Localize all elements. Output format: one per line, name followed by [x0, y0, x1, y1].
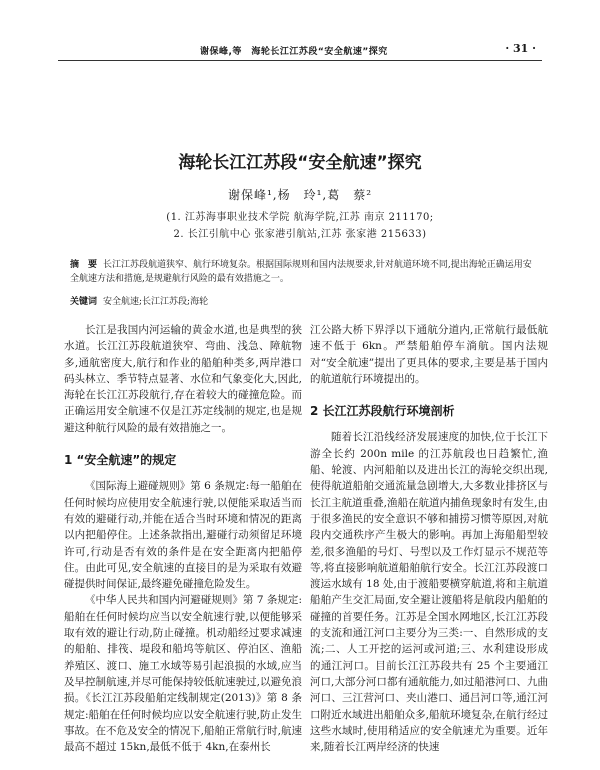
- abstract-text: 长江江苏段航道狭窄、航行环境复杂。根据国际规则和国内法规要求,针对航道环境不同,提出海轮正确运用安全航速方法和措施,是规避航行风险的最有效措施之一。: [70, 260, 532, 284]
- header-rule: [58, 60, 542, 61]
- left-paragraph-1: 长江是我国内河运输的黄金水道,也是典型的狭水道。长江江苏段航道狭窄、弯曲、浅急、障航物多,通航密度大,航行和作业的船舶种类多,两岸港口码头林立、季节特点显著、水位和气象变化大,因此,海轮在长江江苏段航行,存在着较大的碰撞危险。而正确运用安全航速不仅是江苏定线制的规定,也是规避这种航行风险的最有效措施之一。: [64, 324, 302, 434]
- right-column: [310, 322, 548, 755]
- left-paragraph-2: 《国际海上避碰规则》第 6 条规定:每一船舶在任何时候均应使用安全航速行驶,以便能采取适当而有效的避碰行动,并能在适合当时环境和情况的距离以内把船停住。上述条款指出,避碰行动须留足环境许可,行动是否有效的条件是在安全距离内把船停住。由此可见,安全航速的直接目的是为采取有效避碰提供时间保证,最终避免碰撞危险发生。: [64, 480, 302, 591]
- page-number: · 31 ·: [505, 42, 536, 55]
- left-column: [64, 322, 302, 755]
- keywords-label: 关键词: [70, 297, 98, 307]
- keywords-text: 安全航速;长江江苏段;海轮: [103, 297, 209, 307]
- right-paragraph-1: 江公路大桥下界浮以下通航分道内,正常航行最低航速不低于 6kn。严禁船舶停车淌航。国内法规对“安全航速”提出了更具体的要求,主要是基于国内的航道航行环境提出的。: [310, 324, 548, 385]
- authors: 谢保峰¹,杨 玲¹,葛 蔡²: [227, 188, 373, 202]
- section-heading-1: 1 “安全航速”的规定: [64, 453, 177, 468]
- abstract-label: 摘 要: [70, 260, 98, 270]
- abstract: [70, 258, 540, 286]
- article-title: 海轮长江江苏段“安全航速”探究: [178, 153, 422, 173]
- affiliation-1: (1. 江苏海事职业技术学院 航海学院,江苏 南京 211170;: [166, 212, 434, 223]
- running-header: 谢保峰,等 海轮长江江苏段“安全航速”探究: [200, 47, 388, 57]
- left-paragraph-3: 《中华人民共和国内河避碰规则》第 7 条规定:船舶在任何时候均应当以安全航速行驶,以便能够采取有效的避让行动,防止碰撞。机动船经过要求减速的船舶、排筏、堤段和船坞等航区、停泊区、渔船养殖区、渡口、施工水域等易引起浪损的水域,应当及早控制航速,并尽可能保持较低航速驶过,以避免浪损。《长江江苏段船舶定线制规定(2013)》第 8 条规定:船舶在任何时候均应以安全航速行驶,防止发生事故。在不危及安全的情况下,船舶正常航行时,航速最高不超过 15kn,最低不低于 4kn,在泰州长: [64, 594, 302, 754]
- keywords: [70, 294, 540, 307]
- affiliation-2: 2. 长江引航中心 张家港引航站,江苏 张家港 215633): [173, 229, 427, 240]
- right-paragraph-2: 随着长江沿线经济发展速度的加快,位于长江下游全长约 200n mile 的江苏航段也日趋繁忙,渔船、轮渡、内河船舶以及进出长江的海轮交织出现,使得航道船舶交通流量急剧增大,大多数业排挤区与长江主航道重叠,渔船在航道内捕鱼现象时有发生,由于很多渔民的安全意识不够和捕捞习惯等原因,对航段内交通秩序产生极大的影响。再加上海船船型较差,很多渔船的号灯、号型以及工作灯显示不规范等等,将直接影响航道船舶航行安全。长江江苏段渡口渡运水域有 18 处,由于渡船要横穿航道,将和主航道船舶产生交汇局面,安全避让渡船将是航段内船舶的碰撞的首要任务。江苏是全国水网地区,长江江苏段的支流和通江河口主要分为三类:一、自然形成的支流;二、人工开挖的运河或河道;三、水利建设形成的通江河口。目前长江江苏段共有 25 个主要通江河口,大部分河口都有通航能力,如过船港河口、九曲河口、三江营河口、夹山港口、通吕河口等,通江河口附近水域进出船舶众多,船航环境复杂,在航行经过这些水域时,使用稍适应的安全航速尤为重要。近年来,随着长江两岸经济的快速: [310, 431, 548, 754]
- section-heading-2: 2 长江江苏段航行环境剖析: [310, 404, 455, 419]
